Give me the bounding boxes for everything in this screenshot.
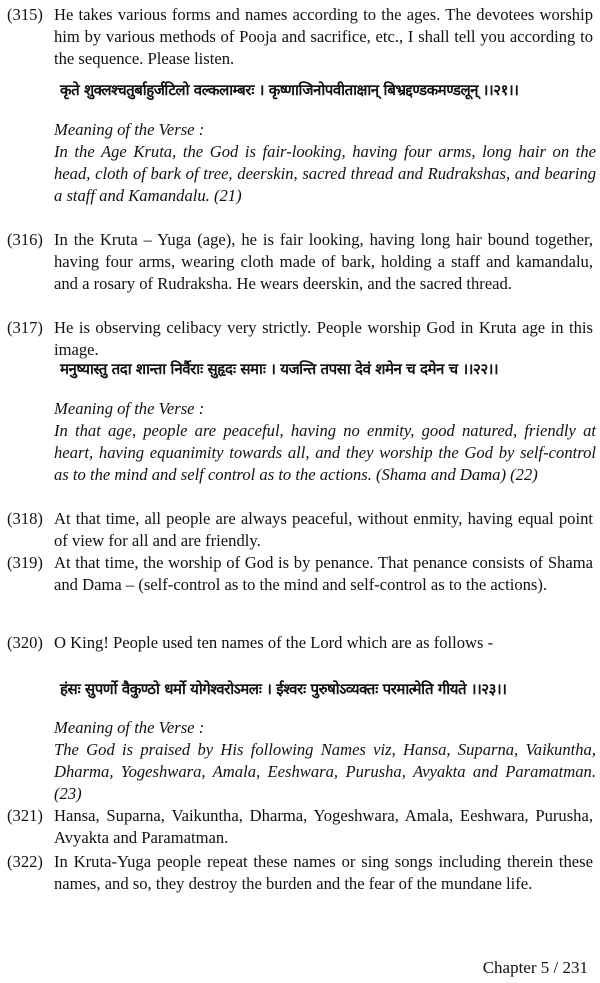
paragraph-number: (317)	[7, 318, 43, 337]
meaning-heading: Meaning of the Verse :	[54, 120, 205, 139]
verse-meaning-21	[54, 119, 596, 207]
meaning-text: In the Age Kruta, the God is fair-looking, having four arms, long hair on the head, cloth of bark of tree, deerskin, sacred thread and Rudrakshas, and bearing a staff and Kamandalu. (21)	[54, 142, 596, 205]
paragraph-text: He is observing celibacy very strictly. People worship God in Kruta age in this image.	[54, 318, 593, 359]
paragraph-318	[7, 508, 593, 552]
paragraph-320	[7, 632, 593, 654]
paragraph-text: He takes various forms and names according to the ages. The devotees worship him by various methods of Pooja and sacrifice, etc., I shall tell you according to the sequence. Please listen.	[54, 5, 593, 68]
paragraph-text: In the Kruta – Yuga (age), he is fair looking, having long hair bound together, having four arms, wearing cloth made of bark, holding a staff and kamandalu, and a rosary of Rudraksha. He wears deerskin, and the sacred thread.	[54, 230, 593, 293]
meaning-text: The God is praised by His following Names viz, Hansa, Suparna, Vaikuntha, Dharma, Yogeshwara, Amala, Eeshwara, Purusha, Avyakta and Paramatman. (23)	[54, 740, 596, 803]
paragraph-text: Hansa, Suparna, Vaikuntha, Dharma, Yogeshwara, Amala, Eeshwara, Purusha, Avyakta and Paramatman.	[54, 806, 593, 847]
meaning-heading: Meaning of the Verse :	[54, 718, 205, 737]
paragraph-319	[7, 552, 593, 596]
meaning-text: In that age, people are peaceful, having no enmity, good natured, friendly at heart, having equanimity towards all, and they worship the God by self-control as to the mind and self control as to the actions. (Shama and Dama) (22)	[54, 421, 596, 484]
paragraph-315	[7, 4, 593, 70]
sanskrit-verse-22: मनुष्यास्तु तदा शान्ता निर्वैराः सुहृदः समाः । यजन्ति तपसा देवं शमेन च दमेन च ।।२२।।	[60, 360, 499, 378]
paragraph-number: (318)	[7, 509, 43, 528]
meaning-heading: Meaning of the Verse :	[54, 399, 205, 418]
paragraph-number: (321)	[7, 806, 43, 825]
paragraph-number: (316)	[7, 230, 43, 249]
paragraph-321	[7, 805, 593, 849]
paragraph-317	[7, 317, 593, 361]
paragraph-number: (322)	[7, 852, 43, 871]
paragraph-number: (315)	[7, 5, 43, 24]
verse-meaning-23	[54, 717, 596, 805]
sanskrit-verse-23: हंसः सुपर्णो वैकुण्ठो धर्मो योगेश्वरोऽमलः । ईश्वरः पुरुषोऽव्यक्तः परमात्मेति गीयते ।।२३।।	[60, 680, 507, 698]
paragraph-text: In Kruta-Yuga people repeat these names or sing songs including therein these names, and so, they destroy the burden and the fear of the mundane life.	[54, 852, 593, 893]
verse-meaning-22	[54, 398, 596, 486]
page-number: Chapter 5 / 231	[482, 958, 588, 977]
paragraph-text: At that time, all people are always peaceful, without enmity, having equal point of view for all and are friendly.	[54, 509, 593, 550]
paragraph-number: (319)	[7, 553, 43, 572]
paragraph-text: O King! People used ten names of the Lord which are as follows -	[54, 633, 494, 652]
sanskrit-verse-21: कृते शुक्लश्चतुर्बाहुर्जटिलो वल्कलाम्बरः । कृष्णाजिनोपवीताक्षान् बिभ्रद्दण्डकमण्डलून् ।।२१।।	[60, 81, 519, 99]
paragraph-316	[7, 229, 593, 295]
paragraph-322	[7, 851, 593, 895]
paragraph-text: At that time, the worship of God is by penance. That penance consists of Shama and Dama – (self-control as to the mind and self-control as to the actions).	[54, 553, 593, 594]
paragraph-number: (320)	[7, 633, 43, 652]
